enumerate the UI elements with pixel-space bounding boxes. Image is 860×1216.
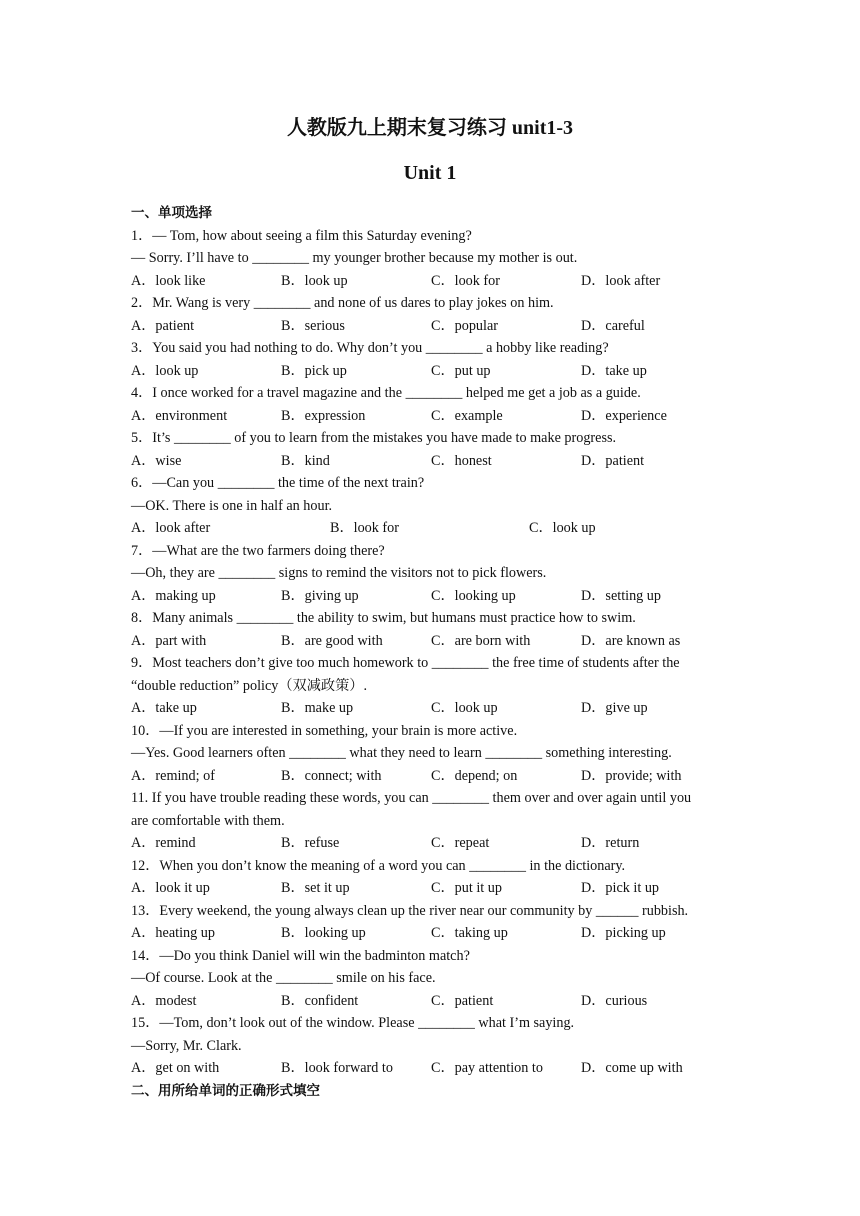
answer-option: B．expression bbox=[281, 407, 366, 424]
question-stem-continued: are comfortable with them. bbox=[131, 812, 285, 829]
answer-option: A．environment bbox=[131, 407, 228, 424]
answer-option: A．remind; of bbox=[131, 767, 215, 784]
question-item bbox=[131, 787, 741, 855]
answer-option: D．picking up bbox=[581, 925, 666, 941]
question-stem: 6．—Can you ________ the time of the next train? bbox=[131, 475, 425, 491]
section-heading-single-choice: 一、单项选择 bbox=[131, 205, 212, 221]
question-stem-continued: —Yes. Good learners often ________ what they need to learn ________ something interesting. bbox=[131, 745, 672, 761]
question-stem-continued: —OK. There is one in half an hour. bbox=[131, 497, 333, 514]
answer-option: D．curious bbox=[581, 992, 648, 1009]
answer-option: A．get on with bbox=[131, 1060, 220, 1076]
question-item bbox=[131, 1012, 741, 1080]
answer-option: A．remind bbox=[131, 835, 196, 851]
answer-options bbox=[131, 1057, 741, 1080]
answer-option: B．refuse bbox=[281, 835, 340, 851]
answer-option: A．look like bbox=[131, 272, 206, 289]
question-stem: 12．When you don’t know the meaning of a word you can ________ in the dictionary. bbox=[131, 857, 626, 874]
answer-option: D．pick it up bbox=[581, 880, 660, 896]
question-stem: 7．—What are the two farmers doing there? bbox=[131, 542, 385, 559]
question-stem-continued: “double reduction” policy（双减政策）. bbox=[131, 677, 368, 694]
answer-options bbox=[131, 630, 741, 653]
answer-option: D．setting up bbox=[581, 587, 661, 604]
question-item bbox=[131, 472, 741, 540]
answer-option: A．part with bbox=[131, 632, 207, 649]
question-stem-continued: —Of course. Look at the ________ smile on his face. bbox=[131, 970, 436, 986]
answer-options bbox=[131, 360, 741, 383]
answer-option: C．are born with bbox=[431, 632, 531, 649]
question-stem: 14．—Do you think Daniel will win the badminton match? bbox=[131, 947, 470, 964]
question-item bbox=[131, 652, 741, 720]
answer-options bbox=[131, 922, 741, 945]
question-stem-continued: —Oh, they are ________ signs to remind the visitors not to pick flowers. bbox=[131, 565, 547, 581]
answer-option: D．come up with bbox=[581, 1060, 683, 1076]
answer-option: C．pay attention to bbox=[431, 1060, 543, 1076]
question-item bbox=[131, 607, 741, 652]
answer-options bbox=[131, 270, 741, 293]
answer-option: C．example bbox=[431, 407, 503, 424]
answer-options bbox=[131, 697, 741, 720]
answer-option: B．kind bbox=[281, 452, 330, 469]
question-item bbox=[131, 540, 741, 608]
answer-option: A．heating up bbox=[131, 925, 215, 941]
question-stem: 9．Most teachers don’t give too much homework to ________ the free time of students after the bbox=[131, 655, 680, 671]
question-stem: 15．—Tom, don’t look out of the window. Please ________ what I’m saying. bbox=[131, 1015, 575, 1031]
answer-option: C．taking up bbox=[431, 925, 508, 941]
question-stem: 10．—If you are interested in something, your brain is more active. bbox=[131, 722, 518, 739]
answer-option: A．modest bbox=[131, 992, 197, 1009]
answer-option: A．look up bbox=[131, 362, 199, 379]
section-heading-fill-blank: 二、用所给单词的正确形式填空 bbox=[131, 1082, 320, 1099]
answer-option: B．looking up bbox=[281, 925, 366, 941]
question-stem: 5．It’s ________ of you to learn from the mistakes you have made to make progress. bbox=[131, 430, 617, 446]
question-item bbox=[131, 720, 741, 788]
answer-option: C．patient bbox=[431, 992, 494, 1009]
question-item bbox=[131, 900, 741, 945]
answer-option: B．serious bbox=[281, 317, 345, 334]
answer-option: D．are known as bbox=[581, 632, 681, 649]
answer-option: C．look up bbox=[431, 700, 498, 716]
answer-option: D．experience bbox=[581, 407, 667, 424]
answer-option: C．repeat bbox=[431, 835, 490, 851]
answer-option: B．confident bbox=[281, 992, 359, 1009]
answer-option: A．take up bbox=[131, 700, 197, 716]
question-stem: 11. If you have trouble reading these words, you can ________ them over and over again until you bbox=[131, 790, 692, 806]
question-item bbox=[131, 855, 741, 900]
unit-heading: Unit 1 bbox=[403, 162, 457, 184]
document-title: 人教版九上期末复习练习 unit1-3 bbox=[286, 117, 574, 139]
answer-options bbox=[131, 450, 741, 473]
answer-option: D．careful bbox=[581, 317, 645, 334]
question-item bbox=[131, 292, 741, 337]
answer-options bbox=[131, 585, 741, 608]
answer-option: C．popular bbox=[431, 317, 498, 334]
question-stem: 8．Many animals ________ the ability to swim, but humans must practice how to swim. bbox=[131, 610, 636, 626]
answer-options bbox=[131, 315, 741, 338]
answer-option: B．pick up bbox=[281, 362, 347, 379]
answer-option: B．giving up bbox=[281, 587, 359, 604]
answer-option: B．set it up bbox=[281, 880, 350, 896]
answer-option: A．making up bbox=[131, 587, 216, 604]
answer-option: C．put up bbox=[431, 362, 491, 379]
question-list bbox=[131, 225, 741, 1080]
question-stem: 13．Every weekend, the young always clean up the river near our community by ______ rubbish. bbox=[131, 902, 689, 919]
answer-option: D．patient bbox=[581, 452, 645, 469]
answer-options bbox=[131, 765, 741, 788]
question-item bbox=[131, 945, 741, 1013]
question-stem: 3．You said you had nothing to do. Why don’t you ________ a hobby like reading? bbox=[131, 340, 609, 356]
question-stem: 1．— Tom, how about seeing a film this Saturday evening? bbox=[131, 227, 472, 244]
answer-option: D．return bbox=[581, 835, 640, 851]
answer-option: C．put it up bbox=[431, 880, 502, 896]
question-stem: 4．I once worked for a travel magazine and the ________ helped me get a job as a guide. bbox=[131, 385, 641, 401]
question-item bbox=[131, 337, 741, 382]
question-item bbox=[131, 382, 741, 427]
answer-option: A．wise bbox=[131, 452, 182, 469]
answer-options bbox=[131, 832, 741, 855]
answer-option: B．are good with bbox=[281, 632, 383, 649]
question-stem-continued: — Sorry. I’ll have to ________ my younger brother because my mother is out. bbox=[131, 250, 578, 266]
question-stem-continued: —Sorry, Mr. Clark. bbox=[131, 1037, 242, 1054]
answer-option: A．look after bbox=[131, 520, 211, 536]
answer-options bbox=[131, 990, 741, 1013]
answer-option: B．make up bbox=[281, 700, 354, 716]
document-body bbox=[131, 202, 741, 1102]
answer-option: B．look for bbox=[330, 520, 399, 536]
answer-option: B．connect; with bbox=[281, 767, 382, 784]
answer-option: A．look it up bbox=[131, 880, 210, 896]
answer-options bbox=[131, 405, 741, 428]
answer-options bbox=[131, 877, 741, 900]
answer-option: B．look forward to bbox=[281, 1060, 393, 1076]
question-stem: 2．Mr. Wang is very ________ and none of us dares to play jokes on him. bbox=[131, 295, 554, 311]
answer-option: D．provide; with bbox=[581, 767, 682, 784]
answer-option: C．look for bbox=[431, 272, 500, 289]
answer-option: C．depend; on bbox=[431, 767, 518, 784]
answer-option: A．patient bbox=[131, 317, 195, 334]
question-item bbox=[131, 427, 741, 472]
answer-option: D．give up bbox=[581, 700, 648, 716]
question-item bbox=[131, 225, 741, 293]
answer-option: D．look after bbox=[581, 272, 661, 289]
answer-options bbox=[131, 517, 741, 540]
answer-option: C．looking up bbox=[431, 587, 516, 604]
answer-option: B．look up bbox=[281, 272, 348, 289]
answer-option: D．take up bbox=[581, 362, 647, 379]
answer-option: C．honest bbox=[431, 452, 492, 469]
answer-option: C．look up bbox=[529, 520, 596, 536]
